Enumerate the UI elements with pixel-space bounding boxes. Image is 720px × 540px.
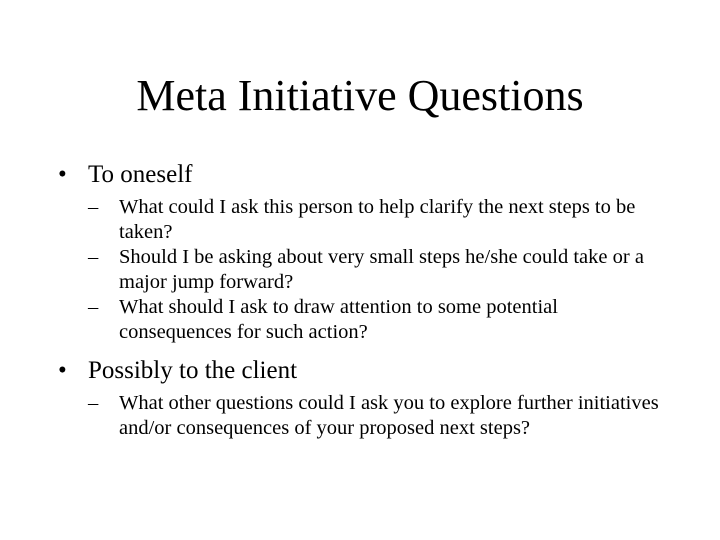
bullet-marker-icon: • xyxy=(58,161,67,188)
dash-marker-icon: – xyxy=(88,246,99,268)
sub-bullet-text: Should I be asking about very small steps he/she could take or a major jump forward? xyxy=(119,246,644,293)
sub-bullet-text: What should I ask to draw attention to some potential consequences for such action? xyxy=(119,296,558,343)
bullet-item xyxy=(58,353,668,389)
sub-bullet-text: What could I ask this person to help clarify the next steps to be taken? xyxy=(119,196,636,243)
bullet-group-to-client xyxy=(58,353,668,441)
slide-title: Meta Initiative Questions xyxy=(136,71,584,120)
dash-marker-icon: – xyxy=(88,196,99,218)
bullet-item xyxy=(58,157,668,193)
dash-marker-icon: – xyxy=(88,392,99,414)
sub-bullet-item xyxy=(58,391,668,441)
sub-bullet-item xyxy=(58,195,668,245)
sub-bullet-list xyxy=(58,195,668,345)
sub-bullet-item xyxy=(58,295,668,345)
sub-bullet-text: What other questions could I ask you to explore further initiatives and/or consequences of your proposed next steps? xyxy=(119,392,659,439)
dash-marker-icon: – xyxy=(88,296,99,318)
bullet-heading: Possibly to the client xyxy=(88,357,298,384)
bullet-group-to-oneself xyxy=(58,157,668,345)
sub-bullet-item xyxy=(58,245,668,295)
sub-bullet-list xyxy=(58,391,668,441)
slide-content xyxy=(58,157,668,441)
bullet-heading: To oneself xyxy=(88,161,193,188)
bullet-marker-icon: • xyxy=(58,357,67,384)
